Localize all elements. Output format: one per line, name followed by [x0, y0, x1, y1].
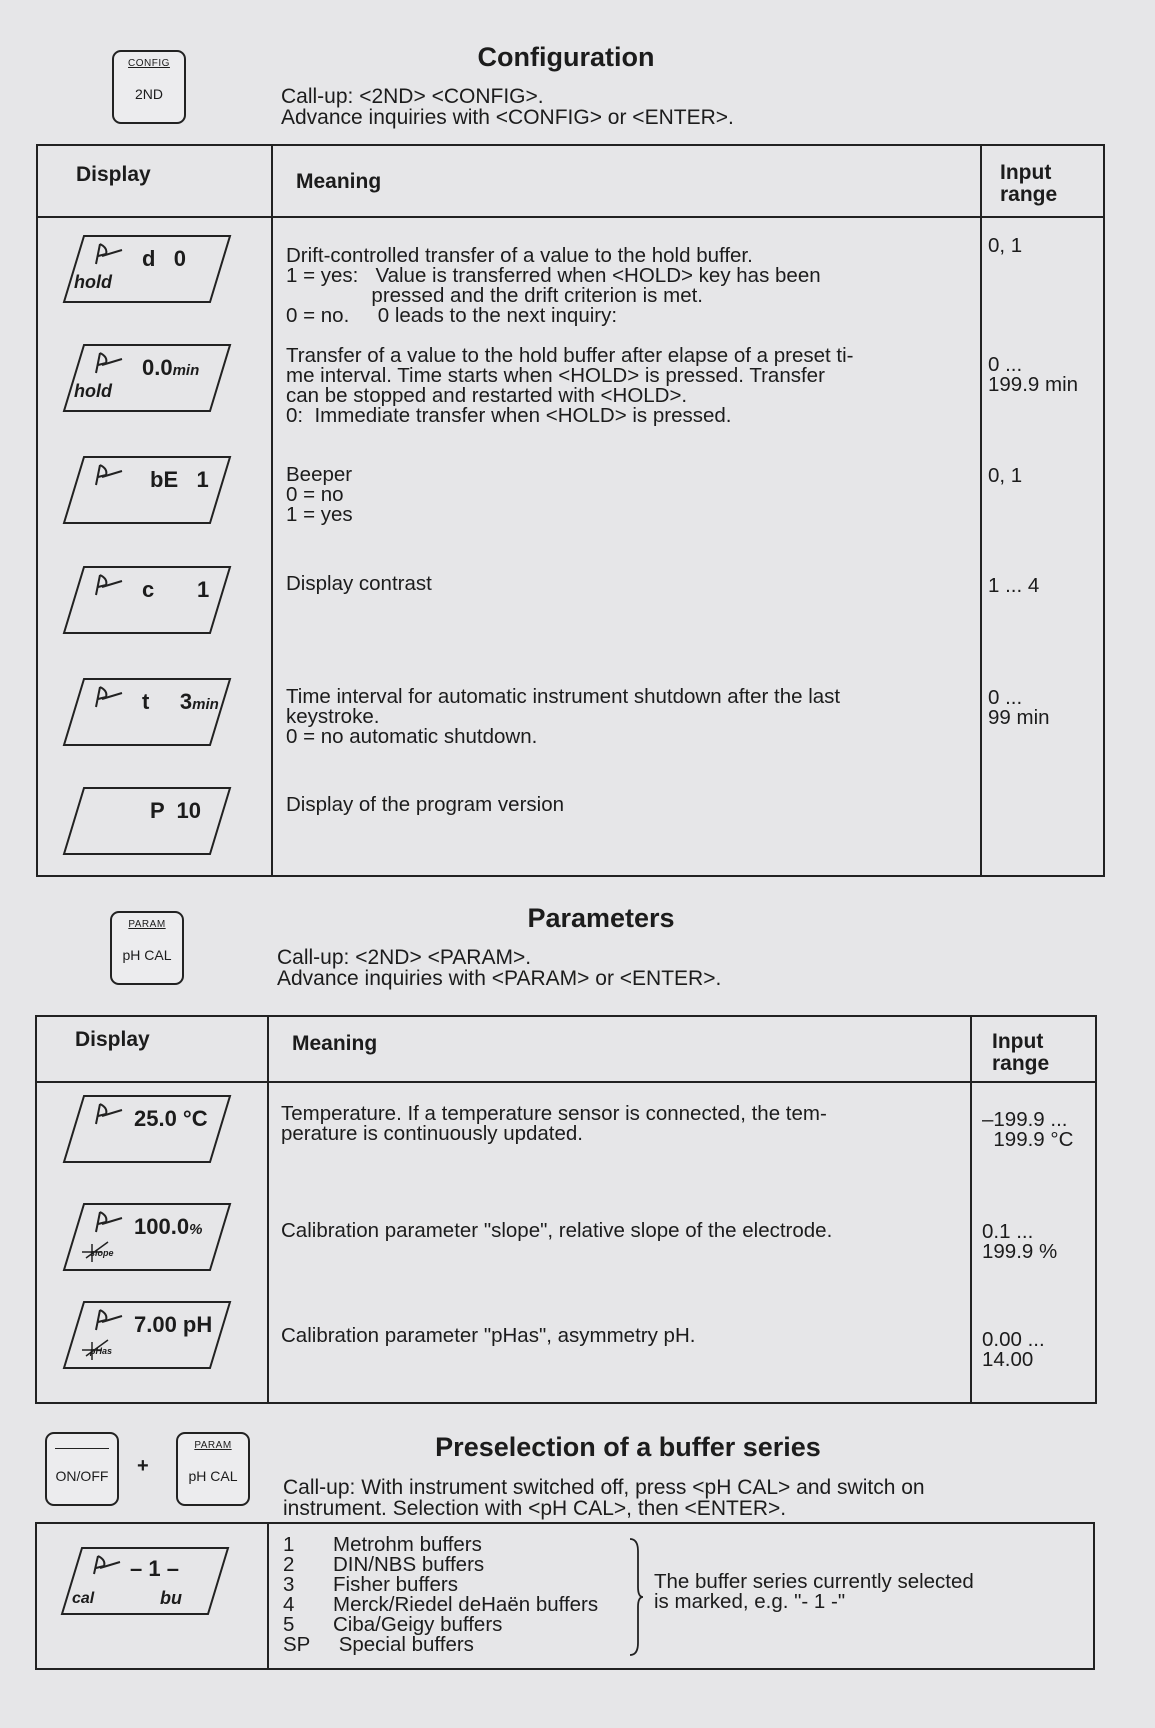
param-row-3-lcd-display [62, 1300, 232, 1370]
config-row-6-lcd-display [62, 786, 232, 856]
buffer-list-item: 2 DIN/NBS buffers [283, 1553, 485, 1576]
config-row-3-meaning: Beeper 0 = no 1 = yes [286, 463, 353, 526]
buffer-list-item: 5 Ciba/Geigy buffers [283, 1613, 503, 1636]
config-row-1-range: 0, 1 [988, 234, 1023, 257]
config-row-6-meaning: Display of the program version [286, 793, 565, 816]
buffer-lcd-display: – 1 – cal bu [60, 1546, 230, 1616]
buffer-note: The buffer series currently selected is marked, e.g. "- 1 -" [654, 1570, 974, 1613]
config-row-4-range: 1 ... 4 [988, 574, 1040, 597]
config-row-2-display-label: hold [74, 381, 112, 401]
buffer-list-item: 1 Metrohm buffers [283, 1533, 482, 1556]
parameters-title: Parameters [527, 903, 675, 933]
buffer-list-item: SP Special buffers [283, 1633, 474, 1656]
buffer-list [283, 1535, 598, 1655]
config-row-5-lcd-display [62, 677, 232, 747]
param-row-2-meaning: Calibration parameter "slope", relative slope of the electrode. [281, 1219, 833, 1242]
onoff-key: ON/OFF [45, 1432, 119, 1506]
param-row-2-display-unit: % [189, 1221, 203, 1238]
brace-icon [628, 1537, 644, 1657]
configuration-title: Configuration [477, 42, 655, 72]
header-display: Display [76, 163, 151, 186]
config-row-3-range: 0, 1 [988, 464, 1023, 487]
param-row-2-display-value: 100.0% [134, 1214, 203, 1239]
config-row-2-range: 0 ... 199.9 min [988, 353, 1079, 396]
param-row-2-display-label: slope [90, 1248, 114, 1258]
param-row-1-range: –199.9 ... 199.9 °C [982, 1108, 1074, 1151]
parameters-callup: Call-up: <2ND> <PARAM>. Advance inquiries with <PARAM> or <ENTER>. [277, 946, 722, 990]
config-row-1-meaning: Drift-controlled transfer of a value to the hold buffer. 1 = yes: Value is transferred when <HOLD> key has been pressed and the drift criterion is met. 0 = no. 0 leads to the next inquiry: [286, 244, 821, 327]
config-row-5-display-unit: min [192, 696, 219, 713]
config-row-1-display-value: d 0 [142, 246, 187, 271]
param-row-2-range: 0.1 ... 199.9 % [982, 1220, 1058, 1263]
config-row-2-display-unit: min [172, 362, 200, 379]
config-row-2-meaning: Transfer of a value to the hold buffer after elapse of a preset ti- me interval. Time starts when <HOLD> is pressed. Transfer can be stopped and restarted with <HOLD>. 0: Immediate transfer when <HOLD> is pressed. [286, 344, 854, 427]
config-row-6-display-value: P 10 [150, 798, 201, 823]
buffer-list-item: 4 Merck/Riedel deHaën buffers [283, 1593, 599, 1616]
config-row-1-lcd-display [62, 234, 232, 304]
config-key: CONFIG 2ND [112, 50, 186, 124]
buffer-callup: Call-up: With instrument switched off, press <pH CAL> and switch on instrument. Selection with <pH CAL>, then <ENTER>. [283, 1476, 925, 1520]
param-row-1-display-value: 25.0 °C [134, 1106, 208, 1131]
config-row-4-display-value: c 1 [142, 577, 210, 602]
param-row-3-display-value: 7.00 pH [134, 1312, 213, 1337]
config-row-2-display-value: 0.0min [142, 355, 200, 380]
param-key: PARAM pH CAL [110, 911, 184, 985]
config-row-4-meaning: Display contrast [286, 572, 432, 595]
param-row-1-meaning: Temperature. If a temperature sensor is connected, the tem- perature is continuously updated. [281, 1102, 827, 1145]
header-meaning: Meaning [296, 170, 382, 193]
plus-sign: + [137, 1455, 149, 1477]
phcal-key: PARAM pH CAL [176, 1432, 250, 1506]
param-row-1-lcd-display [62, 1094, 232, 1164]
param-row-2-lcd-display [62, 1202, 232, 1272]
config-row-4-lcd-display [62, 565, 232, 635]
configuration-callup: Call-up: <2ND> <CONFIG>. Advance inquiries with <CONFIG> or <ENTER>. [281, 85, 734, 129]
param-row-3-display-label: pHas [90, 1346, 113, 1356]
config-row-3-lcd-display [62, 455, 232, 525]
config-row-2-lcd-display [62, 343, 232, 413]
param-row-3-range: 0.00 ... 14.00 [982, 1328, 1045, 1371]
buffer-list-item: 3 Fisher buffers [283, 1573, 458, 1596]
buffer-title: Preselection of a buffer series [435, 1432, 821, 1462]
config-row-5-range: 0 ... 99 min [988, 686, 1050, 729]
config-row-5-meaning: Time interval for automatic instrument shutdown after the last keystroke. 0 = no automatic shutdown. [286, 685, 841, 748]
config-row-1-display-label: hold [74, 272, 112, 292]
header-input-range: Input range [1000, 161, 1058, 206]
config-row-3-display-value: bE 1 [150, 467, 209, 492]
param-row-3-meaning: Calibration parameter "pHas", asymmetry pH. [281, 1324, 696, 1347]
config-row-5-display-value: t 3min [142, 689, 219, 714]
parameters-table: Display Meaning Input range [35, 1015, 1097, 1404]
